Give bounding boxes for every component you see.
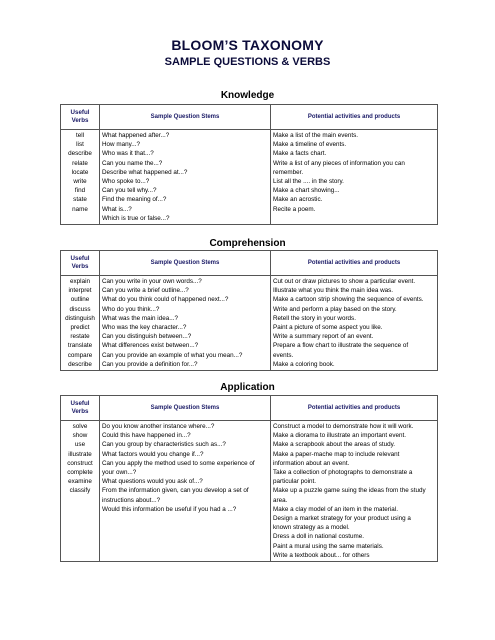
- stems-cell: [100, 421, 271, 562]
- cell-line: What questions would you ask of...?: [102, 478, 203, 486]
- cell-line: Make a timeline of events.: [273, 141, 347, 149]
- cell-line: your own...?: [102, 469, 137, 477]
- cell-line: explain: [70, 278, 90, 285]
- cell-line: known strategy as a model.: [273, 524, 350, 532]
- cell-line: Write a textbook about... for others: [273, 551, 370, 559]
- cell-line: examine: [68, 478, 92, 486]
- section-title-comprehension: Comprehension: [209, 238, 286, 249]
- cell-line: Could this have happened in...?: [102, 432, 191, 440]
- cell-line: list: [76, 141, 84, 149]
- cell-line: Paint a picture of some aspect you like.: [273, 324, 383, 332]
- cell-line: Write and perform a play based on the story.: [273, 305, 397, 313]
- cell-line: name: [72, 205, 88, 213]
- cell-line: relate: [72, 159, 88, 167]
- section-title-knowledge: Knowledge: [220, 90, 275, 101]
- cell-line: remember.: [273, 168, 304, 176]
- cell-line: solve: [72, 423, 88, 430]
- verbs-cell: [61, 421, 100, 562]
- cell-line: Can you group by characteristics such as...?: [102, 441, 226, 449]
- cell-line: Can you distinguish between...?: [102, 333, 192, 341]
- header-activities: Potential activities and products: [271, 105, 438, 130]
- cell-line: Take a collection of photographs to demonstrate a: [273, 469, 413, 477]
- activities-cell: [271, 130, 438, 225]
- verbs-cell: [61, 276, 100, 371]
- cell-line: Make up a puzzle game suing the ideas from the study: [273, 487, 426, 495]
- cell-line: Make a diorama to illustrate an important event.: [273, 432, 407, 440]
- cell-line: Can you write in your own words...?: [102, 278, 202, 285]
- header-question-stems: Sample Question Stems: [100, 396, 271, 421]
- header-useful-verbs: Useful Verbs: [61, 105, 100, 130]
- cell-line: translate: [67, 342, 93, 350]
- table-header-row: [61, 396, 438, 421]
- page-title: BLOOM’S TAXONOMY: [171, 37, 324, 53]
- cell-line: instructions about...?: [102, 496, 161, 504]
- stems-cell: [100, 130, 271, 225]
- cell-line: Describe what happened at...?: [102, 168, 188, 176]
- cell-line: Illustrate what you think the main idea was.: [273, 287, 394, 295]
- cell-line: discuss: [69, 305, 91, 313]
- comprehension-table: [60, 250, 438, 371]
- table-header-row: [61, 251, 438, 276]
- cell-line: What is...?: [102, 205, 132, 213]
- cell-line: Can you write a brief outline...?: [102, 287, 189, 295]
- cell-line: Who do you think...?: [102, 305, 160, 313]
- cell-line: construct: [67, 459, 93, 467]
- cell-line: Make a scrapbook about the areas of study.: [273, 441, 396, 449]
- cell-line: Who was it that...?: [102, 150, 154, 158]
- activities-cell: [271, 276, 438, 371]
- cell-line: Make a cartoon strip showing the sequence of events.: [273, 296, 424, 304]
- cell-line: Make a facts chart.: [273, 150, 327, 158]
- cell-line: Write a list of any pieces of information you can: [273, 159, 405, 167]
- cell-line: restate: [70, 333, 90, 341]
- cell-line: particular point.: [273, 478, 317, 486]
- cell-line: tell: [75, 132, 85, 139]
- cell-line: Retell the story in your words.: [273, 314, 356, 322]
- activities-cell: [271, 421, 438, 562]
- header-useful-verbs: Useful Verbs: [61, 251, 100, 276]
- cell-line: predict: [70, 324, 90, 332]
- cell-line: use: [74, 441, 86, 449]
- cell-line: Can you provide an example of what you mean...?: [102, 351, 243, 359]
- table-row: [61, 276, 438, 371]
- cell-line: Can you tell why...?: [102, 187, 157, 195]
- cell-line: What factors would you change if...?: [102, 450, 204, 458]
- cell-line: From the information given, can you develop a set of: [102, 487, 249, 495]
- cell-line: Who spoke to...?: [102, 178, 150, 186]
- cell-line: Would this information be useful if you had a ...?: [102, 505, 237, 513]
- cell-line: distinguish: [65, 314, 95, 322]
- cell-line: Can you apply the method used to some experience of: [102, 459, 255, 467]
- cell-line: compare: [67, 351, 93, 359]
- cell-line: Dress a doll in national costume.: [273, 533, 365, 541]
- cell-line: Who was the key character...?: [102, 324, 187, 332]
- cell-line: information about an event.: [273, 459, 350, 467]
- header-activities: Potential activities and products: [271, 251, 438, 276]
- knowledge-table: [60, 104, 438, 225]
- cell-line: area.: [273, 496, 288, 504]
- header-question-stems: Sample Question Stems: [100, 251, 271, 276]
- cell-line: Make a paper-mache map to include relevant: [273, 450, 400, 458]
- section-title-application: Application: [220, 382, 275, 393]
- cell-line: List all the .... in the story.: [273, 178, 344, 186]
- cell-line: What do you think could of happened next...?: [102, 296, 229, 304]
- cell-line: Make a chart showing...: [273, 187, 340, 195]
- cell-line: Make a coloring book.: [273, 360, 335, 368]
- cell-line: Make a list of the main events.: [273, 132, 359, 139]
- cell-line: complete: [67, 469, 93, 477]
- cell-line: Find the meaning of...?: [102, 196, 167, 204]
- cell-line: describe: [68, 360, 92, 368]
- cell-line: find: [74, 187, 86, 195]
- cell-line: Prepare a flow chart to illustrate the sequence of: [273, 342, 409, 350]
- cell-line: Write a summary report of an event.: [273, 333, 374, 341]
- cell-line: Can you provide a definition for...?: [102, 360, 198, 368]
- cell-line: illustrate: [68, 450, 92, 458]
- cell-line: state: [73, 196, 87, 204]
- cell-line: Design a market strategy for your product using a: [273, 515, 411, 523]
- cell-line: Cut out or draw pictures to show a particular event.: [273, 278, 416, 285]
- header-question-stems: Sample Question Stems: [100, 105, 271, 130]
- cell-line: Recite a poem.: [273, 205, 316, 213]
- cell-line: Paint a mural using the same materials.: [273, 542, 384, 550]
- verbs-cell: [61, 130, 100, 225]
- cell-line: Can you name the...?: [102, 159, 163, 167]
- application-table: [60, 395, 438, 562]
- cell-line: What differences exist between...?: [102, 342, 199, 350]
- cell-line: Make an acrostic.: [273, 196, 323, 204]
- cell-line: describe: [68, 150, 92, 158]
- header-useful-verbs: Useful Verbs: [61, 396, 100, 421]
- header-activities: Potential activities and products: [271, 396, 438, 421]
- cell-line: What was the main idea...?: [102, 314, 178, 322]
- cell-line: Do you know another instance where...?: [102, 423, 215, 430]
- cell-line: Construct a model to demonstrate how it will work.: [273, 423, 414, 430]
- cell-line: classify: [69, 487, 91, 495]
- cell-line: show: [72, 432, 88, 440]
- cell-line: What happened after...?: [102, 132, 170, 139]
- table-row: [61, 130, 438, 225]
- cell-line: Which is true or false...?: [102, 214, 170, 222]
- cell-line: locate: [71, 168, 89, 176]
- page-subtitle: SAMPLE QUESTIONS & VERBS: [164, 56, 331, 68]
- cell-line: How many...?: [102, 141, 141, 149]
- stems-cell: [100, 276, 271, 371]
- table-header-row: [61, 105, 438, 130]
- cell-line: interpret: [68, 287, 92, 295]
- cell-line: Make a clay model of an item in the material.: [273, 505, 398, 513]
- table-row: [61, 421, 438, 562]
- cell-line: write: [73, 178, 87, 186]
- cell-line: outline: [70, 296, 90, 304]
- cell-line: events.: [273, 351, 294, 359]
